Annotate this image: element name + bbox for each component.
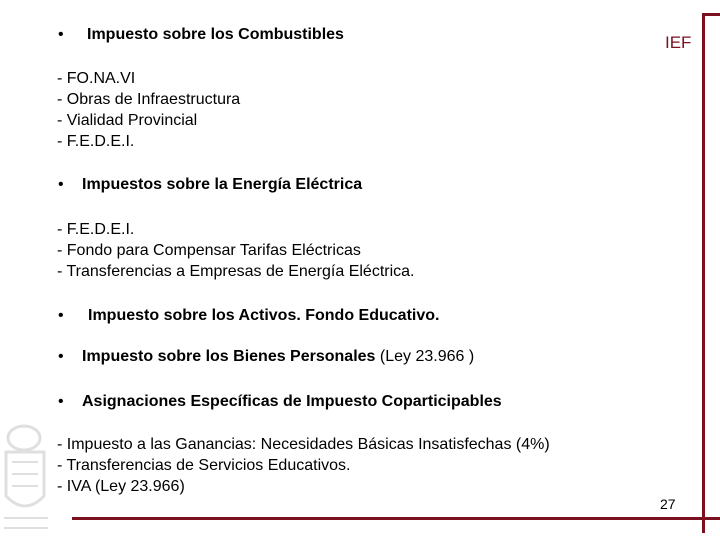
coat-of-arms-watermark	[0, 418, 54, 540]
bullet-marker: •	[58, 307, 64, 324]
list-item: - F.E.D.E.I.	[57, 133, 135, 150]
frame-right-line	[702, 13, 705, 533]
list-item: - Vialidad Provincial	[57, 112, 198, 129]
section-asignaciones-items	[57, 434, 550, 497]
bullet-marker: •	[58, 26, 64, 43]
list-item: - F.E.D.E.I.	[57, 221, 135, 238]
section-energia-items	[57, 219, 415, 282]
frame-bottom-line	[72, 517, 720, 520]
page-number: 27	[660, 496, 676, 512]
bullet-marker: •	[58, 176, 64, 193]
list-item: - Transferencias a Empresas de Energía Eléctrica.	[57, 263, 415, 280]
bullet-marker: •	[58, 348, 64, 365]
list-item: - Transferencias de Servicios Educativos.	[57, 457, 351, 474]
list-item: - IVA (Ley 23.966)	[57, 478, 185, 495]
list-item: - FO.NA.VI	[57, 70, 136, 87]
ief-label: IEF	[665, 33, 692, 52]
section-note: (Ley 23.966 )	[375, 348, 475, 365]
section-title: Asignaciones Específicas de Impuesto Coparticipables	[82, 393, 502, 410]
section-combustibles-items	[57, 68, 240, 152]
bullet-marker: •	[58, 393, 64, 410]
list-item: - Obras de Infraestructura	[57, 91, 241, 108]
section-title: Impuesto sobre los Combustibles	[87, 26, 344, 43]
list-item: - Impuesto a las Ganancias: Necesidades Básicas Insatisfechas (4%)	[57, 436, 550, 453]
section-title: Impuestos sobre la Energía Eléctrica	[82, 176, 363, 193]
list-item: - Fondo para Compensar Tarifas Eléctricas	[57, 242, 361, 259]
section-title: Impuesto sobre los Activos. Fondo Educativo.	[88, 307, 440, 324]
section-title: Impuesto sobre los Bienes Personales	[82, 348, 376, 365]
